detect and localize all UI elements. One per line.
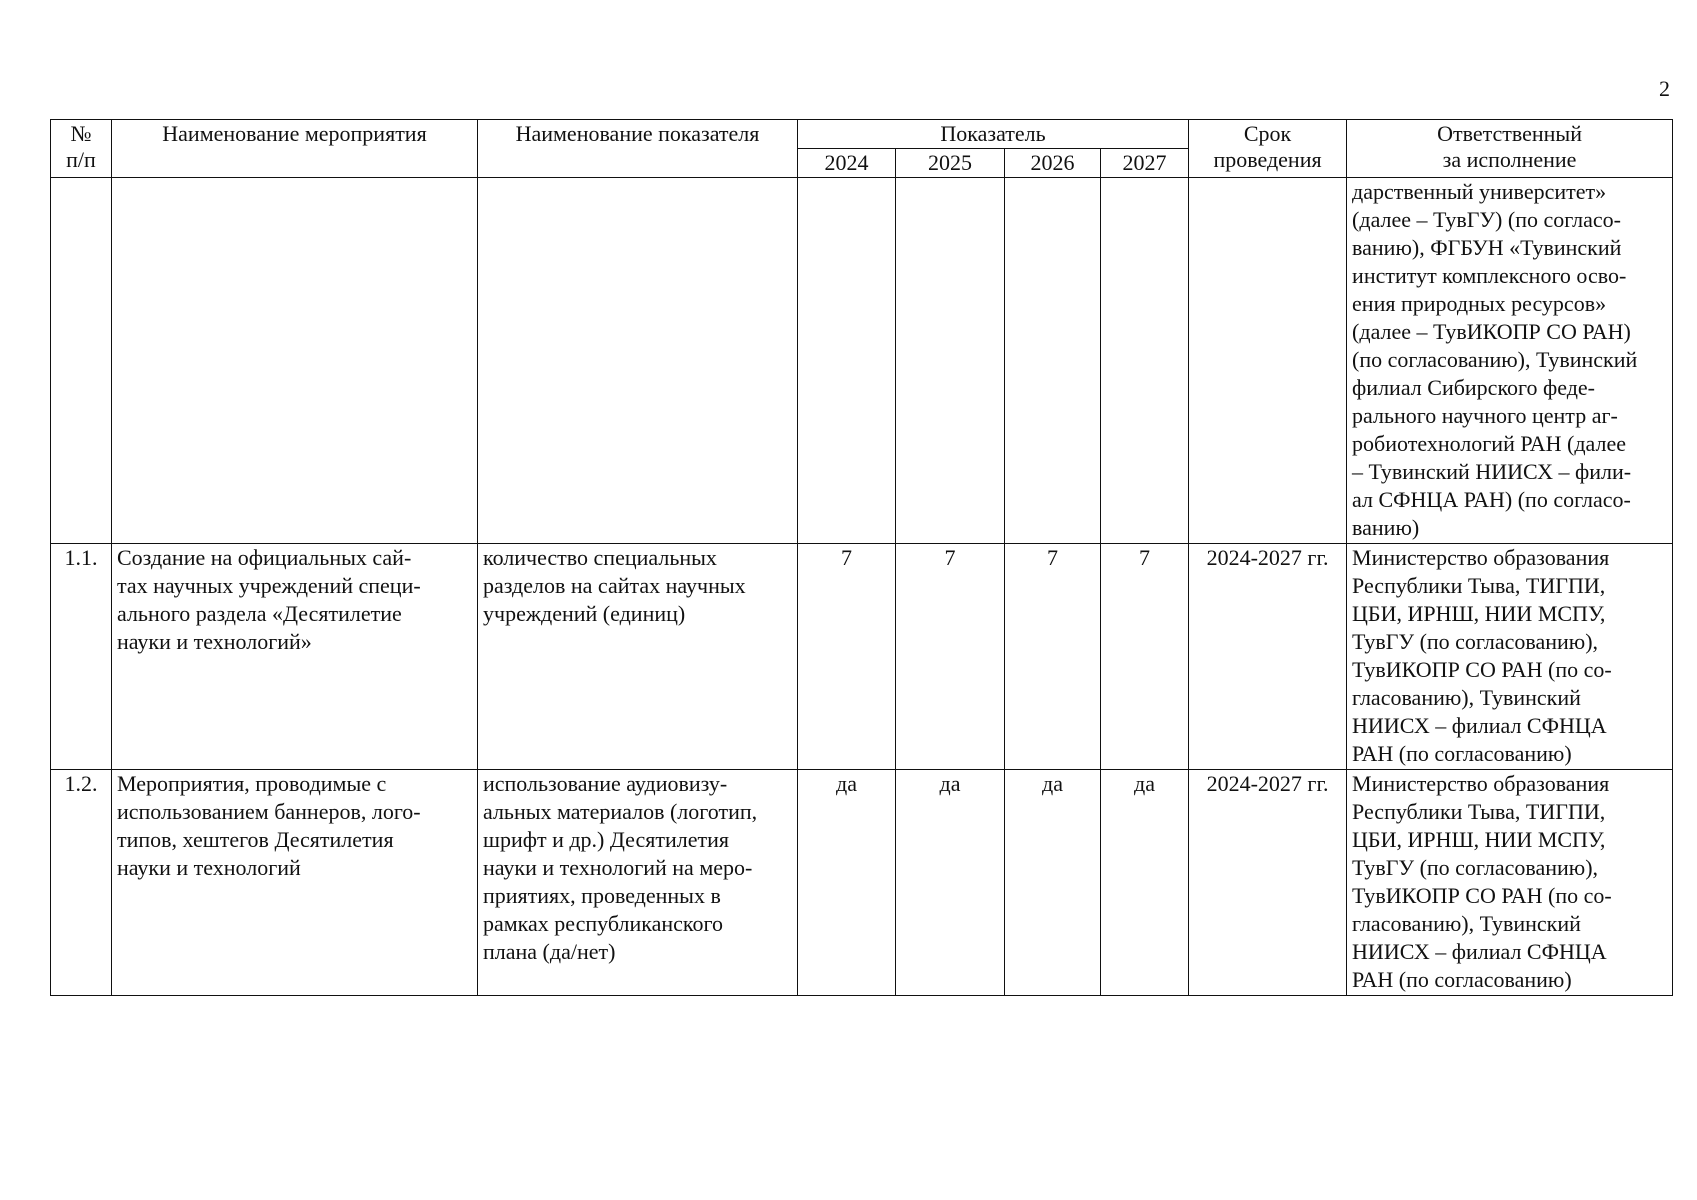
row-value-2026: 7 (1005, 544, 1101, 770)
row-value-2026: да (1005, 770, 1101, 996)
header-year-2026: 2026 (1005, 149, 1101, 178)
header-indicator-group: Показатель (798, 120, 1189, 149)
row-responsible: Министерство образования Республики Тыва, ТИГПИ, ЦБИ, ИРНШ, НИИ МСПУ, ТувГУ (по согласованию), ТувИКОПР СО РАН (по со- гласованию), Тувинский НИИСХ – филиал СФНЦА РАН (по согласованию) (1347, 544, 1673, 770)
row-value-2024 (798, 178, 896, 544)
row-indicator: использование аудиовизу- альных материалов (логотип, шрифт и др.) Десятилетия науки и технологий на меро- приятиях, проведенных в рамках республиканского плана (да/нет) (478, 770, 798, 996)
header-year-2027: 2027 (1101, 149, 1189, 178)
table-row (51, 178, 1673, 544)
row-indicator (478, 178, 798, 544)
row-value-2024: да (798, 770, 896, 996)
row-value-2025: 7 (896, 544, 1005, 770)
row-value-2024: 7 (798, 544, 896, 770)
row-num: 1.1. (51, 544, 112, 770)
row-num (51, 178, 112, 544)
header-period: Срок проведения (1189, 120, 1347, 178)
row-period: 2024-2027 гг. (1189, 544, 1347, 770)
table-row (51, 770, 1673, 996)
header-num: № п/п (51, 120, 112, 178)
row-responsible: дарственный университет» (далее – ТувГУ) (по согласо- ванию), ФГБУН «Тувинский институт комплексного осво- ения природных ресурсов» (далее – ТувИКОПР СО РАН) (по согласованию), Тувинский филиал Сибирского феде- рального научного центр аг- робиотехнологий РАН (далее – Тувинский НИИСХ – фили- ал СФНЦА РАН) (по согласо- ванию) (1347, 178, 1673, 544)
header-responsible: Ответственный за исполнение (1347, 120, 1673, 178)
row-value-2027 (1101, 178, 1189, 544)
header-year-2024: 2024 (798, 149, 896, 178)
row-event: Создание на официальных сай- тах научных учреждений специ- ального раздела «Десятилетие науки и технологий» (112, 544, 478, 770)
row-value-2025 (896, 178, 1005, 544)
row-event: Мероприятия, проводимые с использованием баннеров, лого- типов, хештегов Десятилетия науки и технологий (112, 770, 478, 996)
row-period: 2024-2027 гг. (1189, 770, 1347, 996)
row-value-2025: да (896, 770, 1005, 996)
row-indicator: количество специальных разделов на сайтах научных учреждений (единиц) (478, 544, 798, 770)
row-num: 1.2. (51, 770, 112, 996)
table-row (51, 544, 1673, 770)
page-number: 2 (1659, 76, 1670, 101)
row-value-2026 (1005, 178, 1101, 544)
header-indicator-name: Наименование показателя (478, 120, 798, 178)
row-value-2027: 7 (1101, 544, 1189, 770)
row-responsible: Министерство образования Республики Тыва, ТИГПИ, ЦБИ, ИРНШ, НИИ МСПУ, ТувГУ (по согласованию), ТувИКОПР СО РАН (по со- гласованию), Тувинский НИИСХ – филиал СФНЦА РАН (по согласованию) (1347, 770, 1673, 996)
row-period (1189, 178, 1347, 544)
row-event (112, 178, 478, 544)
header-year-2025: 2025 (896, 149, 1005, 178)
row-value-2027: да (1101, 770, 1189, 996)
plan-table (50, 119, 1673, 996)
header-event-name: Наименование мероприятия (112, 120, 478, 178)
